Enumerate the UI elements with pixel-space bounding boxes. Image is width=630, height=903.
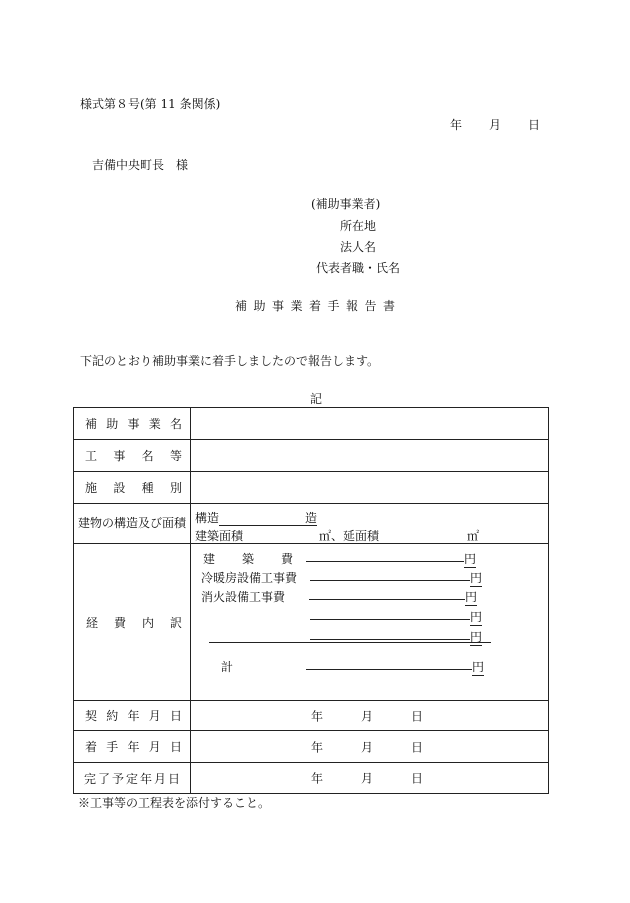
yen-unit: 円	[465, 590, 478, 604]
date-day: 日	[411, 771, 424, 786]
attachment-note: ※工事等の工程表を添付すること。	[78, 796, 271, 810]
structure-area-label: 建物の構造及び面積	[74, 504, 191, 544]
yen-unit: 円	[464, 552, 477, 566]
construction-cost-label: 建 築 費	[203, 552, 293, 566]
yen-unit: 円	[470, 610, 483, 624]
contract-date-label: 契 約 年 月 日	[74, 701, 191, 731]
table-row	[74, 731, 549, 763]
table-row	[74, 440, 549, 472]
cost-breakdown-field	[191, 544, 549, 701]
date-year: 年	[311, 740, 324, 754]
structure-input[interactable]	[219, 514, 305, 526]
applicant-heading: (補助事業者)	[311, 197, 381, 211]
project-name-field[interactable]	[191, 408, 549, 440]
date-year: 年	[450, 118, 463, 132]
date-month: 月	[489, 118, 502, 132]
applicant-rep-label: 代表者職・氏名	[316, 261, 401, 275]
report-table	[73, 407, 549, 794]
date-month: 月	[361, 771, 374, 786]
other-cost-input-1[interactable]	[310, 607, 470, 620]
structure-area-field	[191, 504, 549, 544]
report-date	[450, 119, 540, 131]
hvac-cost-label: 冷暖房設備工事費	[201, 571, 298, 585]
start-date-field[interactable]	[191, 731, 549, 763]
structure-line: 構造 造	[195, 511, 318, 525]
table-row	[74, 504, 549, 544]
ki-marker: 記	[310, 392, 323, 406]
facility-type-label: 施 設 種 別	[74, 472, 191, 504]
facility-type-field[interactable]	[191, 472, 549, 504]
project-name-label: 補 助 事 業 名	[74, 408, 191, 440]
work-name-label: 工 事 名 等	[74, 440, 191, 472]
floor-area-input[interactable]	[379, 532, 467, 544]
construction-cost-input[interactable]	[306, 549, 464, 562]
work-name-field[interactable]	[191, 440, 549, 472]
addressee: 吉備中央町長 様	[92, 158, 189, 172]
table-row	[74, 544, 549, 701]
date-day: 日	[411, 709, 424, 723]
date-year: 年	[311, 771, 324, 786]
date-day: 日	[528, 118, 541, 132]
subtotal-rule	[209, 642, 491, 643]
area-line: 建築面積 ㎡、延面積 ㎡	[195, 529, 480, 543]
cost-breakdown-label: 経 費 内 訳	[74, 544, 191, 701]
start-date-label: 着 手 年 月 日	[74, 731, 191, 763]
total-cost-label: 計	[221, 660, 234, 674]
table-row	[74, 408, 549, 440]
date-year: 年	[311, 709, 324, 723]
table-row	[74, 763, 549, 794]
form-number: 様式第８号(第 11 条関係)	[80, 97, 221, 111]
completion-date-field[interactable]	[191, 763, 549, 794]
date-month: 月	[361, 709, 374, 723]
fire-cost-input[interactable]	[309, 587, 465, 600]
yen-unit: 円	[470, 571, 483, 585]
building-area-input[interactable]	[243, 532, 319, 544]
fire-cost-label: 消火設備工事費	[201, 590, 286, 604]
total-cost-input[interactable]	[306, 657, 472, 670]
table-row	[74, 472, 549, 504]
document-title: 補助事業着手報告書	[235, 299, 402, 313]
yen-unit: 円	[472, 660, 485, 674]
applicant-corp-label: 法人名	[340, 240, 377, 254]
completion-date-label: 完了予定年月日	[74, 763, 191, 794]
intro-text: 下記のとおり補助事業に着手しましたので報告します。	[80, 354, 380, 368]
date-month: 月	[361, 740, 374, 754]
yen-unit: 円	[470, 630, 483, 644]
date-day: 日	[411, 740, 424, 754]
applicant-address-label: 所在地	[340, 219, 377, 233]
hvac-cost-input[interactable]	[310, 568, 470, 581]
contract-date-field[interactable]	[191, 701, 549, 731]
table-row	[74, 701, 549, 731]
other-cost-input-2[interactable]	[310, 627, 470, 640]
